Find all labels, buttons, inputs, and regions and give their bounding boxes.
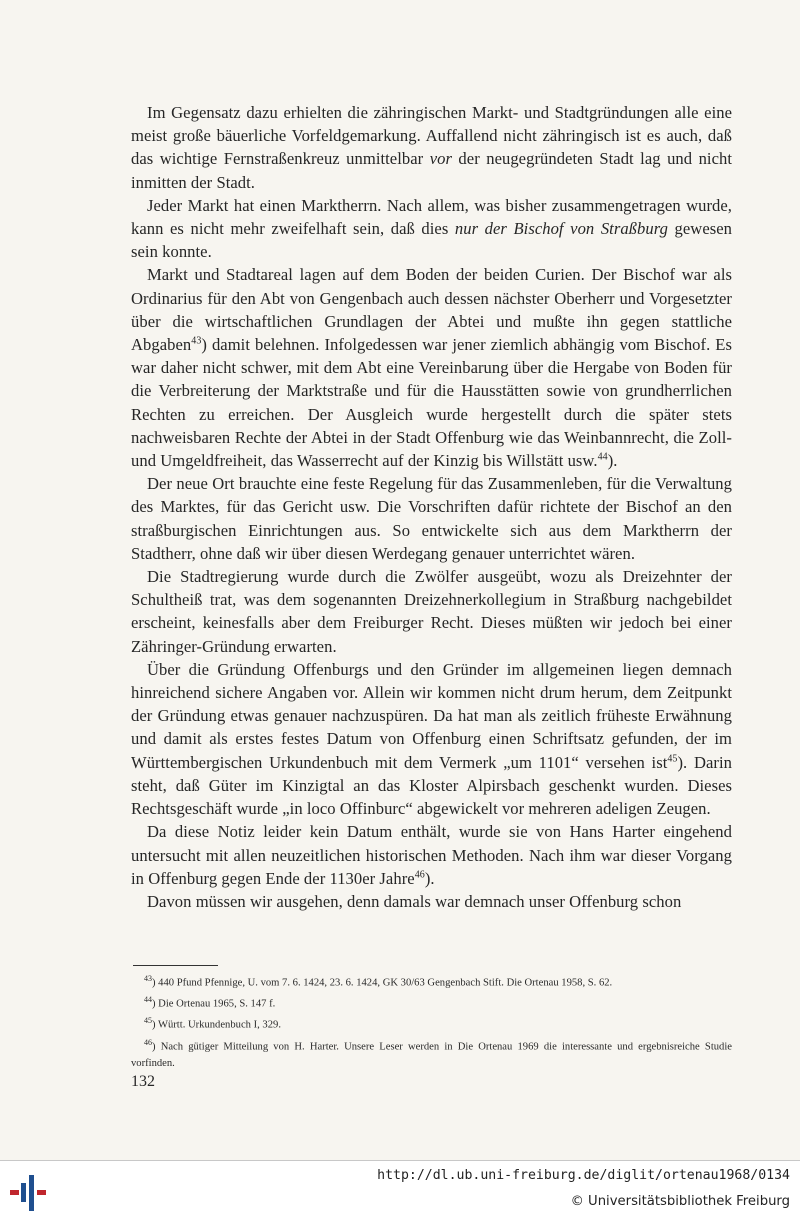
footnote: $^{46}$) Nach gütiger Mitteilung von H. Harter. Unsere Leser werden in Die Ortenau 1969 die interessante und ergebnisreiche Studie vorfinden. xyxy=(131,1037,732,1069)
footnote-ref: 45 xyxy=(667,753,678,765)
footnote-ref: 43 xyxy=(191,335,202,347)
page-number: 132 xyxy=(131,1073,155,1090)
footnote: $^{45}$) Württ. Urkundenbuch I, 329. xyxy=(144,1016,281,1031)
ub-freiburg-logo-icon[interactable] xyxy=(10,1173,50,1213)
footnote: $^{44}$) Die Ortenau 1965, S. 147 f. xyxy=(144,995,276,1010)
paragraph: Im Gegensatz dazu erhielten die zähringischen Markt- und Stadtgründungen alle eine meist große bäuerliche Vorfeldgemarkung. Auffallend nicht zähringisch ist es auch, daß das wichtige Fernstraßenkreuz unmittelbar vor der neugegründeten Stadt lag und nicht inmitten der Stadt. xyxy=(131,103,732,192)
copyright-notice: © Universitätsbibliothek Freiburg xyxy=(570,1194,790,1209)
footnote: $^{43}$) 440 Pfund Pfennige, U. vom 7. 6. 1424, 23. 6. 1424, GK 30/63 Gengenbach Stift. Die Ortenau 1958, S. 62. xyxy=(144,974,613,989)
paragraph: Der neue Ort brauchte eine feste Regelung für das Zusammenleben, für die Verwaltung des Marktes, für das Gericht usw. Die Vorschriften dafür richtete der Bischof an den straßburgischen Einrichtungen aus. So entwickelte sich aus dem Marktherrn der Stadtherr, ohne daß wir über diesen Werdegang genauer unterrichtet wären. xyxy=(131,474,732,563)
paragraph: Die Stadtregierung wurde durch die Zwölfer ausgeübt, wozu als Dreizehnter der Schultheiß trat, was dem sogenannten Dreizehnerkollegium in Straßburg nachgebildet erscheint, keinesfalls aber dem Freiburger Recht. Dieses müßten wir jedoch bei einer Zähringer-Gründung erwarten. xyxy=(131,567,732,656)
paragraph: Davon müssen wir ausgehen, denn damals war demnach unser Offenburg schon xyxy=(147,891,682,911)
footnote-ref: 44 xyxy=(597,451,608,463)
footnotes xyxy=(131,971,732,1073)
paragraph: Über die Gründung Offenburgs und den Gründer im allgemeinen liegen demnach hinreichend sichere Angaben vor. Allein wir kommen nicht drum herum, dem Zeitpunkt der Gründung etwas genauer nachzuspüren. Da hat man als zeitlich früheste Erwähnung und damit als erstes festes Datum von Offenburg einen Schriftsatz gefunden, der im Württembergischen Urkundenbuch mit dem Vermerk „um 1101“ versehen ist$^{45}$). Darin steht, daß Güter im Kinzigtal an das Kloster Alpirsbach geschenkt wurden. Dieses Rechtsgeschäft wurde „in loco Offinburc“ abgewickelt vor mehreren adeligen Zeugen. xyxy=(131,659,732,819)
footnote-divider xyxy=(133,965,218,966)
body-text xyxy=(131,101,732,913)
paragraph: Jeder Markt hat einen Marktherrn. Nach allem, was bisher zusammengetragen wurde, kann es nicht mehr zweifelhaft sein, daß dies nur der Bischof von Straßburg gewesen sein konnte. xyxy=(131,195,733,262)
footnote-ref: 46 xyxy=(414,869,425,881)
paragraph: Da diese Notiz leider kein Datum enthält, wurde sie von Hans Harter eingehend untersucht mit allen neuzeitlichen historischen Methoden. Nach ihm war dieser Vorgang in Offenburg gegen Ende der 1130er Jahre$^{46}$). xyxy=(131,822,732,888)
paragraph: Markt und Stadtareal lagen auf dem Boden der beiden Curien. Der Bischof war als Ordinarius für den Abt von Gengenbach auch dessen nächster Oberherr und Vorgesetzter über die wirtschaftlichen Grundlagen der Abtei und mußte ihn gegen stattliche Abgaben$^{43}$) damit belehnen. Infolgedessen war jener ziemlich abhängig vom Bischof. Es war daher nicht schwer, mit dem Abt eine Vereinbarung über die Hergabe von Boden für die Verbreiterung der Marktstraße und für die Hausstätten sowie von grundherrlichen Rechten zu erreichen. Der Ausgleich wurde hergestellt durch die später stets nachweisbaren Rechte der Abtei in der Stadt Offenburg wie das Weinbannrecht, die Zoll- und Umgeldfreiheit, das Wasserrecht auf der Kinzig bis Willstätt usw.$^{44}$). xyxy=(131,265,732,471)
permalink-url[interactable]: http://dl.ub.uni-freiburg.de/diglit/ortenau1968/0134 xyxy=(377,1168,790,1183)
viewer-footer xyxy=(0,1160,800,1221)
